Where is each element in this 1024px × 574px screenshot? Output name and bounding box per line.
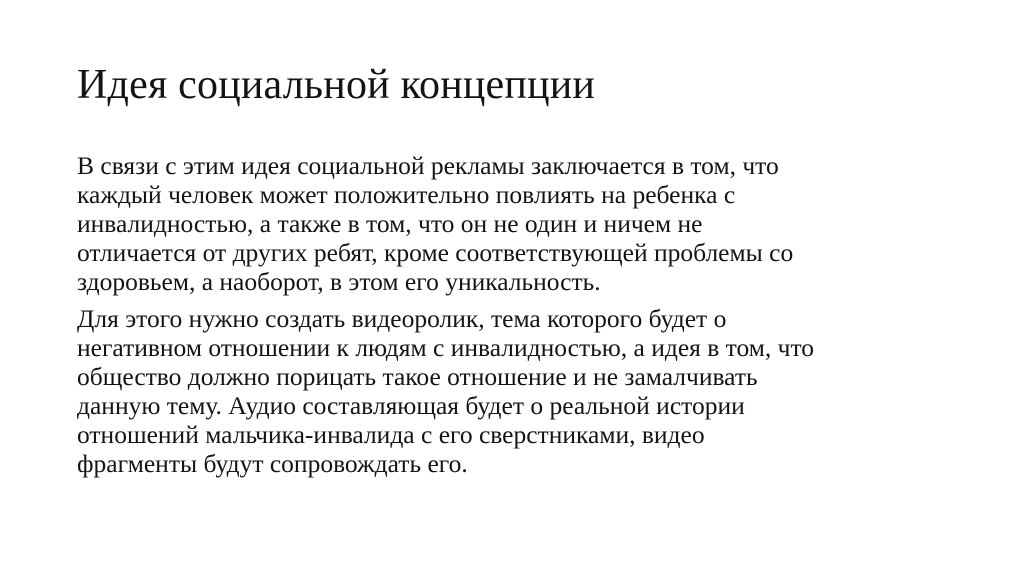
body-paragraph-2 <box>77 304 957 478</box>
text-line: фрагменты будут сопровождать его. <box>77 449 468 478</box>
slide-title: Идея социальной концепции <box>77 62 596 108</box>
text-line: каждый человек может положительно повлиять на ребенка с <box>77 180 736 209</box>
text-line: здоровьем, а наоборот, в этом его уникальность. <box>77 267 601 296</box>
text-line: общество должно порицать такое отношение и не замалчивать <box>77 362 758 391</box>
body-paragraph-1 <box>77 151 957 296</box>
text-line: отличается от других ребят, кроме соответствующей проблемы со <box>77 238 794 267</box>
text-line: Для этого нужно создать видеоролик, тема которого будет о <box>77 304 727 333</box>
text-line: данную тему. Аудио составляющая будет о реальной истории <box>77 391 745 420</box>
text-line: В связи с этим идея социальной рекламы заключается в том, что <box>77 151 779 180</box>
text-line: негативном отношении к людям с инвалидностью, а идея в том, что <box>77 333 815 362</box>
text-line: инвалидностью, а также в том, что он не один и ничем не <box>77 209 703 238</box>
slide-body <box>77 151 957 478</box>
text-line: отношений мальчика-инвалида с его сверстниками, видео <box>77 420 705 449</box>
